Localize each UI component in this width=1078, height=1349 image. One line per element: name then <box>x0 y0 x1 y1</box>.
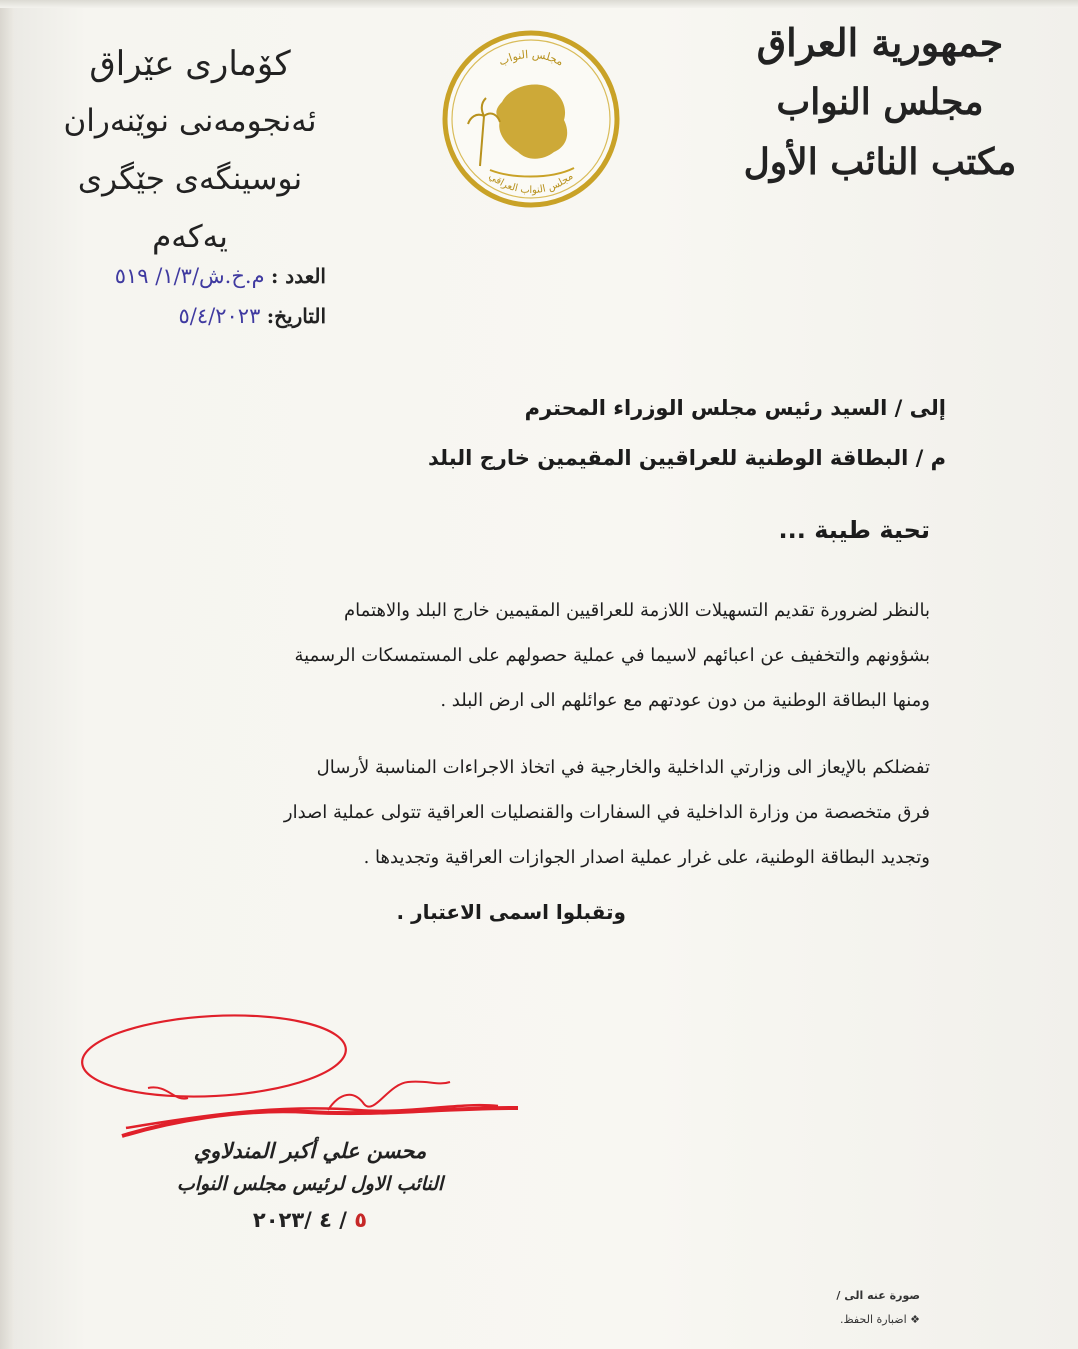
cc-item: ❖ اضبارة الحفظ. <box>839 1313 920 1326</box>
letterhead-arabic-line2: مجلس النواب <box>776 81 984 123</box>
letterhead-arabic <box>730 14 1030 192</box>
cc-heading: صورة عنه الى / <box>836 1289 920 1302</box>
letterhead-arabic-line3: مكتب النائب الأول <box>743 141 1017 183</box>
emblem-bottom-text: مجلس النواب العراقي <box>486 170 576 197</box>
letterhead-arabic-line1: جمهورية العراق <box>756 20 1004 65</box>
body-paragraph-1 <box>130 588 930 723</box>
body-paragraph-2 <box>130 745 930 880</box>
signature-date-day: ٥ <box>354 1208 368 1232</box>
reference-date-label: التاريخ: <box>266 304 326 328</box>
reference-date-row <box>46 296 326 336</box>
paper-fold-left <box>0 0 14 1349</box>
letterhead-kurdish-line2: ئەنجومەنی نوێنەران <box>63 103 317 139</box>
addressee-to: إلى / السيد رئيس مجلس الوزراء المحترم <box>524 396 946 420</box>
paper-fold-top <box>0 0 1078 8</box>
body-line: تفضلكم بالإيعاز الى وزارتي الداخلية والخارجية في اتخاذ الاجراءات المناسبة لأرسال <box>316 757 930 778</box>
letterhead-kurdish-line1: كۆماری عێراق <box>89 44 291 84</box>
letterhead-kurdish-line3: نوسینگەی جێگری یەکەم <box>77 161 303 255</box>
signature-block <box>150 1134 470 1240</box>
body-line: بشؤونهم والتخفيف عن اعبائهم لاسيما في عملية حصولهم على المستمسكات الرسمية <box>294 645 930 666</box>
emblem-top-text: مجلس النواب <box>496 47 566 69</box>
signature-date <box>150 1200 470 1240</box>
reference-number-value: م.خ.ش/١/٣/ ٥١٩ <box>114 264 265 288</box>
letter-body <box>130 588 930 902</box>
subject-line: م / البطاقة الوطنية للعراقيين المقيمين خارج البلد <box>428 446 946 470</box>
cc-block <box>720 1284 920 1332</box>
handwritten-signature-icon <box>78 1012 538 1152</box>
parliament-emblem-icon <box>440 28 622 210</box>
addressee-block <box>126 388 946 488</box>
body-line: وتجديد البطاقة الوطنية، على غرار عملية اصدار الجوازات العراقية وتجديدها . <box>363 847 930 868</box>
reference-date-value: ٥/٤/٢٠٢٣ <box>178 304 261 328</box>
signatory-title: النائب الاول لرئيس مجلس النواب <box>176 1173 444 1195</box>
signatory-name: محسن علي أكبر المندلاوي <box>193 1138 427 1163</box>
closing-line: وتقبلوا اسمى الاعتبار . <box>396 900 626 924</box>
body-line: فرق متخصصة من وزارة الداخلية في السفارات والقنصليات العراقية تتولى عملية اصدار <box>283 802 930 823</box>
reference-number-row <box>46 256 326 296</box>
reference-block <box>46 256 326 336</box>
reference-number-label: العدد : <box>270 264 326 288</box>
letterhead-kurdish <box>50 36 330 266</box>
greeting: تحية طيبة ... <box>778 516 930 544</box>
body-line: بالنظر لضرورة تقديم التسهيلات اللازمة للعراقيين المقيمين خارج البلد والاهتمام <box>344 600 930 621</box>
signature-date-rest: / ٤ /٢٠٢٣ <box>252 1208 347 1232</box>
body-line: ومنها البطاقة الوطنية من دون عودتهم مع عوائلهم الى ارض البلد . <box>440 690 930 711</box>
